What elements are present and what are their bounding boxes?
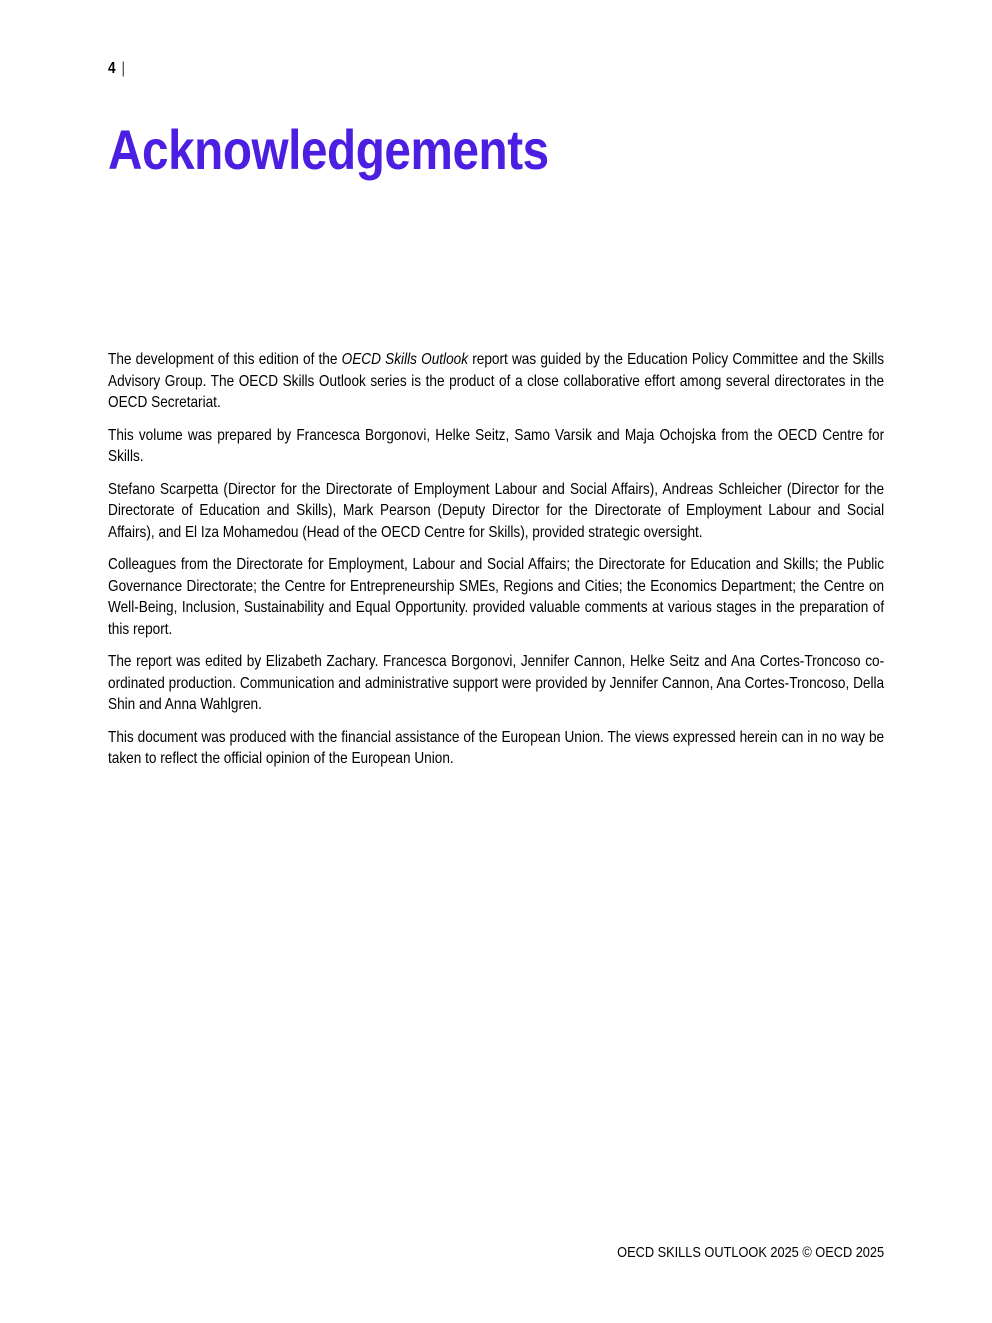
paragraph-1-rest: report was guided by the Education Policy Committee and the Skills Advisory Group. The OECD Skills Outlook series is the product of a close collaborative effort among several directorates in the OECD Secretariat. <box>108 351 885 411</box>
paragraph-3: Stefano Scarpetta (Director for the Directorate of Employment Labour and Social Affairs), Andreas Schleicher (Director for the Directorate of Education and Skills), Mark Pearson (Deputy Director for the Directorate of Employment Labour and Social Affairs), and El Iza Mohamedou (Head of the OECD Centre for Skills), provided strategic oversight. <box>108 480 885 541</box>
page-footer: OECD SKILLS OUTLOOK 2025 © OECD 2025 <box>617 1244 885 1261</box>
paragraph-1-lead: The development of this edition of the <box>108 351 342 368</box>
report-title-italic: OECD Skills Outlook <box>341 351 469 368</box>
page-number-separator: | <box>121 60 126 77</box>
paragraph-5: The report was edited by Elizabeth Zachary. Francesca Borgonovi, Jennifer Cannon, Helke Seitz and Ana Cortes-Troncoso co-ordinated production. Communication and administrative support were provided by Jennifer Cannon, Ana Cortes-Troncoso, Della Shin and Anna Wahlgren. <box>108 653 885 713</box>
body-text <box>108 349 884 781</box>
page-header <box>108 58 125 80</box>
page-number: 4 <box>108 60 116 77</box>
paragraph-1 <box>108 349 884 414</box>
paragraph-2: This volume was prepared by Francesca Borgonovi, Helke Seitz, Samo Varsik and Maja Ochojska from the OECD Centre for Skills. <box>108 426 885 465</box>
paragraph-4: Colleagues from the Directorate for Employment, Labour and Social Affairs; the Directorate for Education and Skills; the Public Governance Directorate; the Centre for Entrepreneurship SMEs, Regions and Cities; the Economics Department; the Centre on Well-Being, Inclusion, Sustainability and Equal Opportunity. provided valuable comments at various stages in the preparation of this report. <box>108 556 885 638</box>
page-title: Acknowledgements <box>108 118 549 181</box>
paragraph-6: This document was produced with the financial assistance of the European Union. The views expressed herein can in no way be taken to reflect the official opinion of the European Union. <box>108 728 885 767</box>
